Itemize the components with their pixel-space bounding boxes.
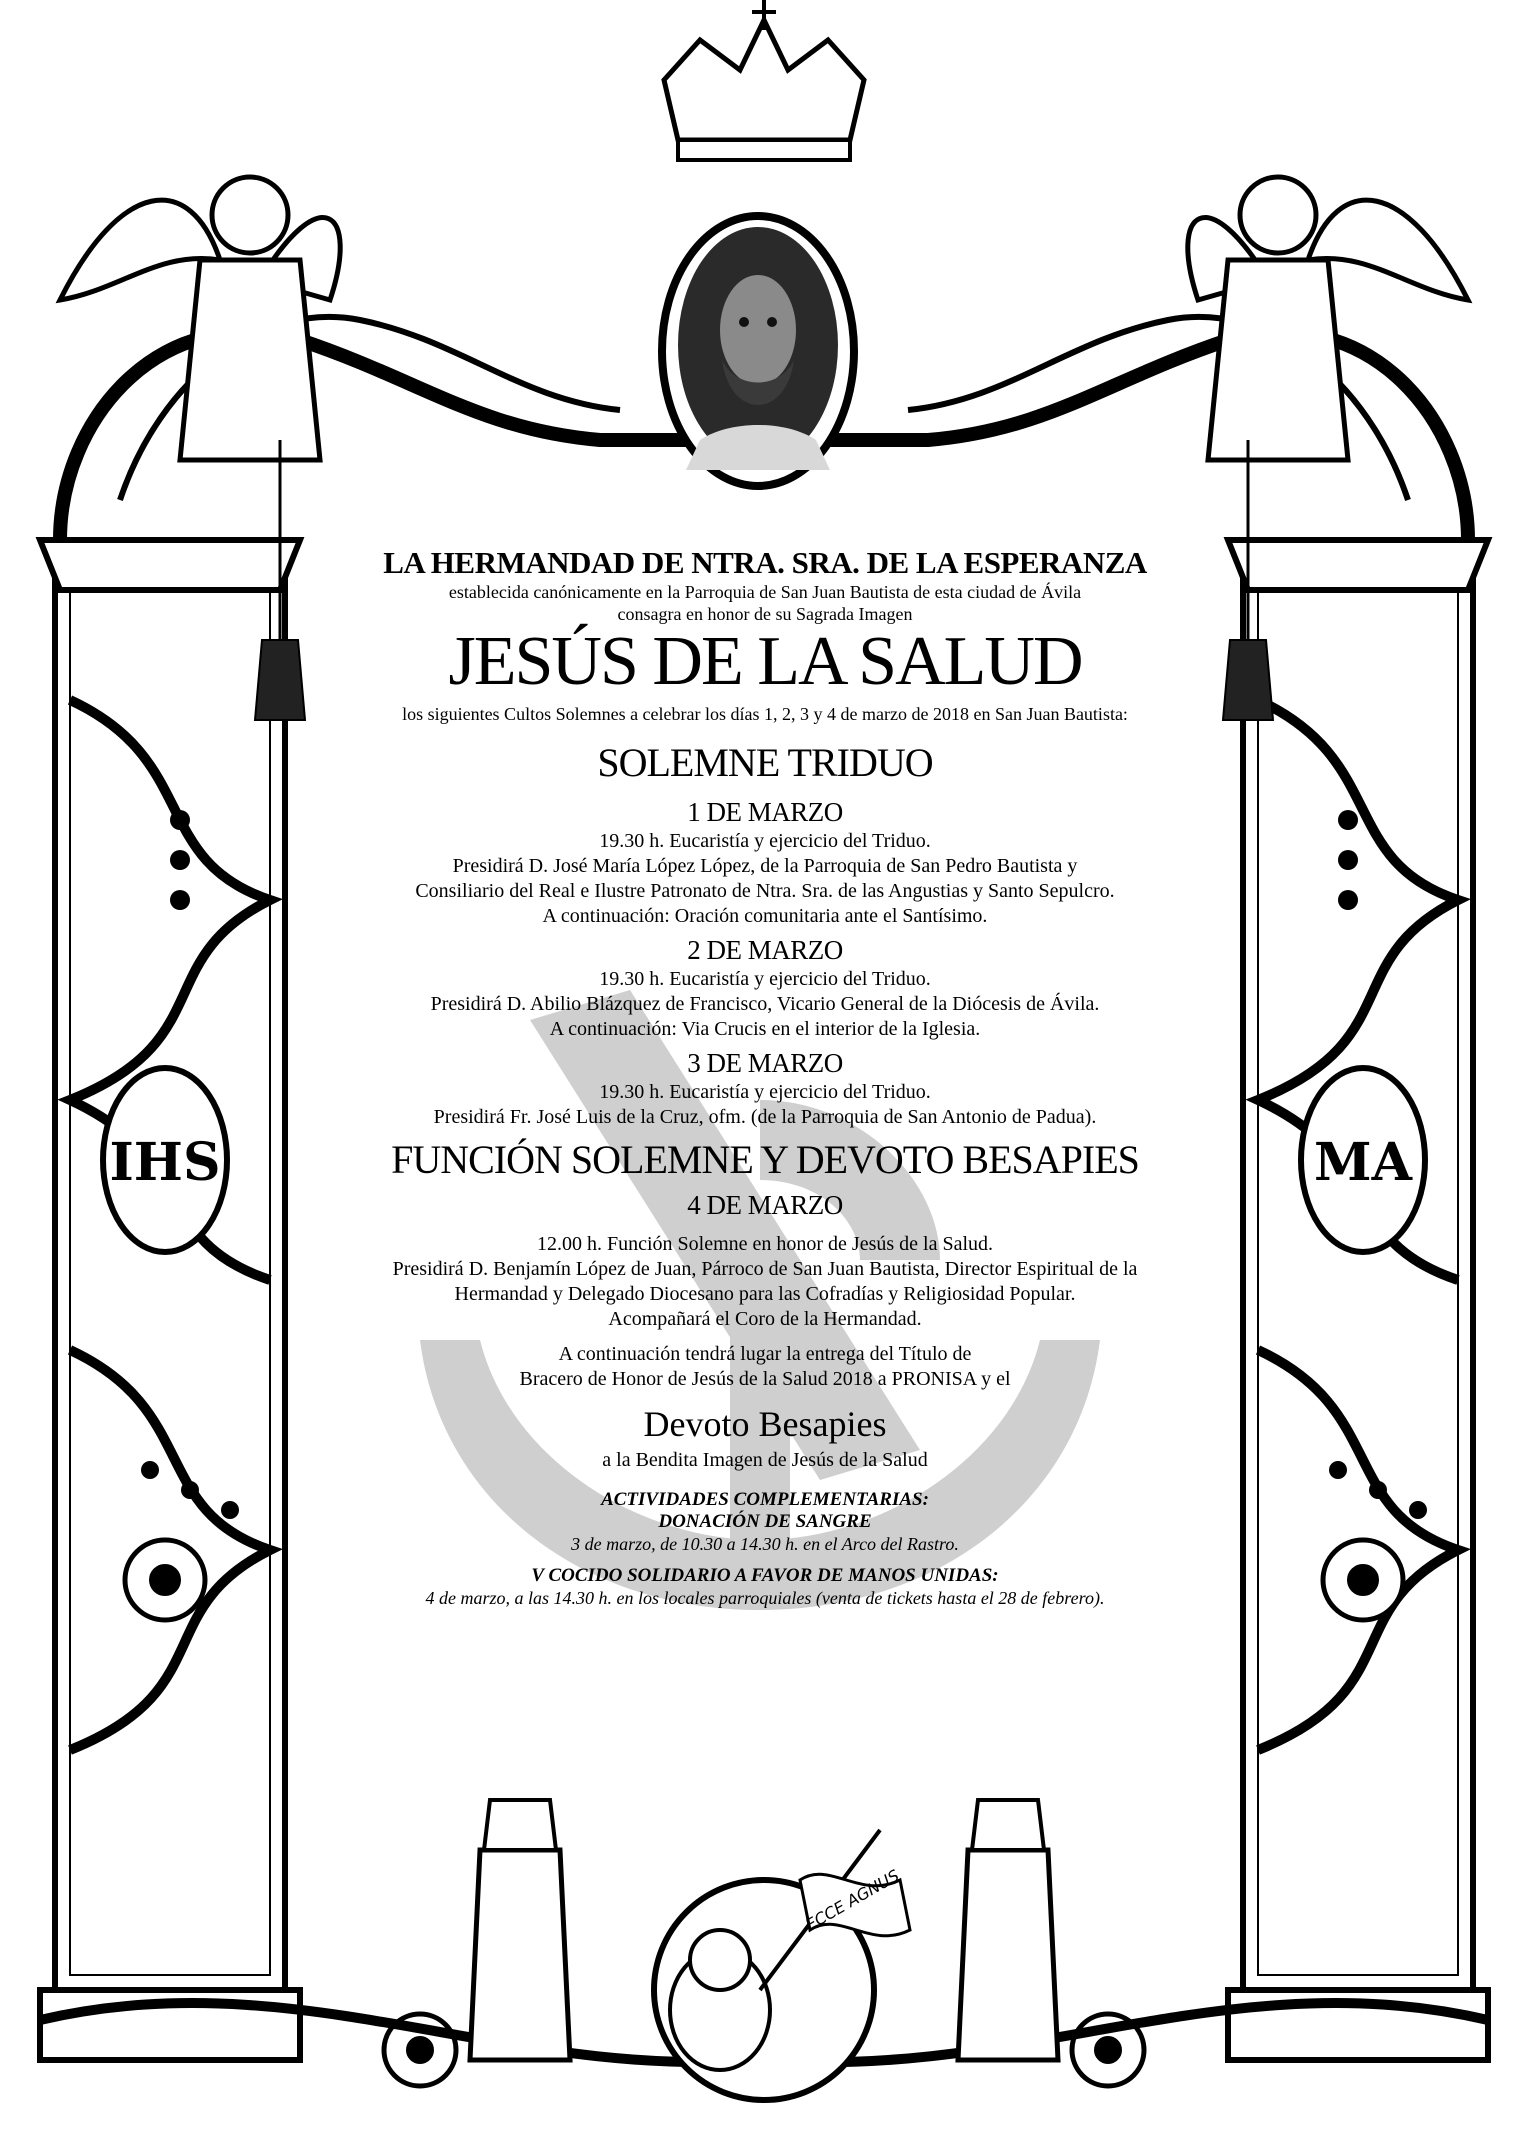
day3-line: 19.30 h. Eucaristía y ejercicio del Triduo. [599,1081,931,1103]
cocido-detail: 4 de marzo, a las 14.30 h. en los locales parroquiales (venta de tickets hasta el 28 de febrero). [425,1588,1105,1608]
day2-line: A continuación: Via Crucis en el interior de la Iglesia. [549,1018,981,1040]
day1-line: 19.30 h. Eucaristía y ejercicio del Triduo. [599,830,931,852]
day2-line: 19.30 h. Eucaristía y ejercicio del Triduo. [599,968,931,990]
continuacion-line: Bracero de Honor de Jesús de la Salud 2018 a PRONISA y el [519,1368,1011,1390]
day4-line: Hermandad y Delegado Diocesano para las Cofradías y Religiosidad Popular. [454,1283,1076,1305]
day3-line: Presidirá Fr. José Luis de la Cruz, ofm. (de la Parroquia de San Antonio de Padua). [433,1106,1097,1128]
day1-line: Presidirá D. José María López López, de la Parroquia de San Pedro Bautista y [452,855,1078,877]
day2-date: 2 DE MARZO [687,935,843,965]
ma-monogram-text: MA [1314,1132,1412,1193]
day4-line: Presidirá D. Benjamín López de Juan, Párroco de San Juan Bautista, Director Espiritual de la [392,1258,1138,1280]
actividades-heading: ACTIVIDADES COMPLEMENTARIAS: [601,1489,929,1510]
day4-date: 4 DE MARZO [687,1190,843,1220]
triduo-title: SOLEMNE TRIDUO [597,740,933,785]
announcement-body [300,545,1230,1609]
day4-line: Acompañará el Coro de la Hermandad. [608,1308,922,1330]
cocido-title: V COCIDO SOLIDARIO A FAVOR DE MANOS UNIDAS: [531,1565,999,1586]
day1-line: A continuación: Oración comunitaria ante el Santísimo. [542,905,988,927]
funcion-title: FUNCIÓN SOLEMNE Y DEVOTO BESAPIES [391,1137,1139,1182]
devoto-besapies-title: Devoto Besapies [643,1404,887,1444]
day4-line: 12.00 h. Función Solemne en honor de Jesús de la Salud. [536,1233,994,1255]
banner-text: ECCE AGNUS [802,1865,903,1935]
continuacion-line: A continuación tendrá lugar la entrega del Título de [558,1343,972,1365]
sangre-detail: 3 de marzo, de 10.30 a 14.30 h. en el Arco del Rastro. [571,1534,959,1554]
day1-line: Consiliario del Real e Ilustre Patronato de Ntra. Sra. de las Angustias y Santo Sepulcro. [415,880,1115,902]
day1-date: 1 DE MARZO [687,797,843,827]
devoto-besapies-sub: a la Bendita Imagen de Jesús de la Salud [602,1449,928,1471]
day2-line: Presidirá D. Abilio Blázquez de Francisco, Vicario General de la Diócesis de Ávila. [430,993,1100,1015]
ihs-monogram-text: IHS [109,1132,221,1193]
consagra-line: consagra en honor de su Sagrada Imagen [617,604,913,624]
day3-date: 3 DE MARZO [687,1048,843,1078]
sangre-title: DONACIÓN DE SANGRE [658,1511,872,1532]
imagen-title: JESÚS DE LA SALUD [448,623,1082,700]
establecida-line: establecida canónicamente en la Parroquia de San Juan Bautista de esta ciudad de Ávila [448,582,1082,602]
hermandad-title: LA HERMANDAD DE NTRA. SRA. DE LA ESPERANZA [383,545,1147,580]
cultos-line: los siguientes Cultos Solemnes a celebrar los días 1, 2, 3 y 4 de marzo de 2018 en San Juan Bautista: [402,704,1128,724]
